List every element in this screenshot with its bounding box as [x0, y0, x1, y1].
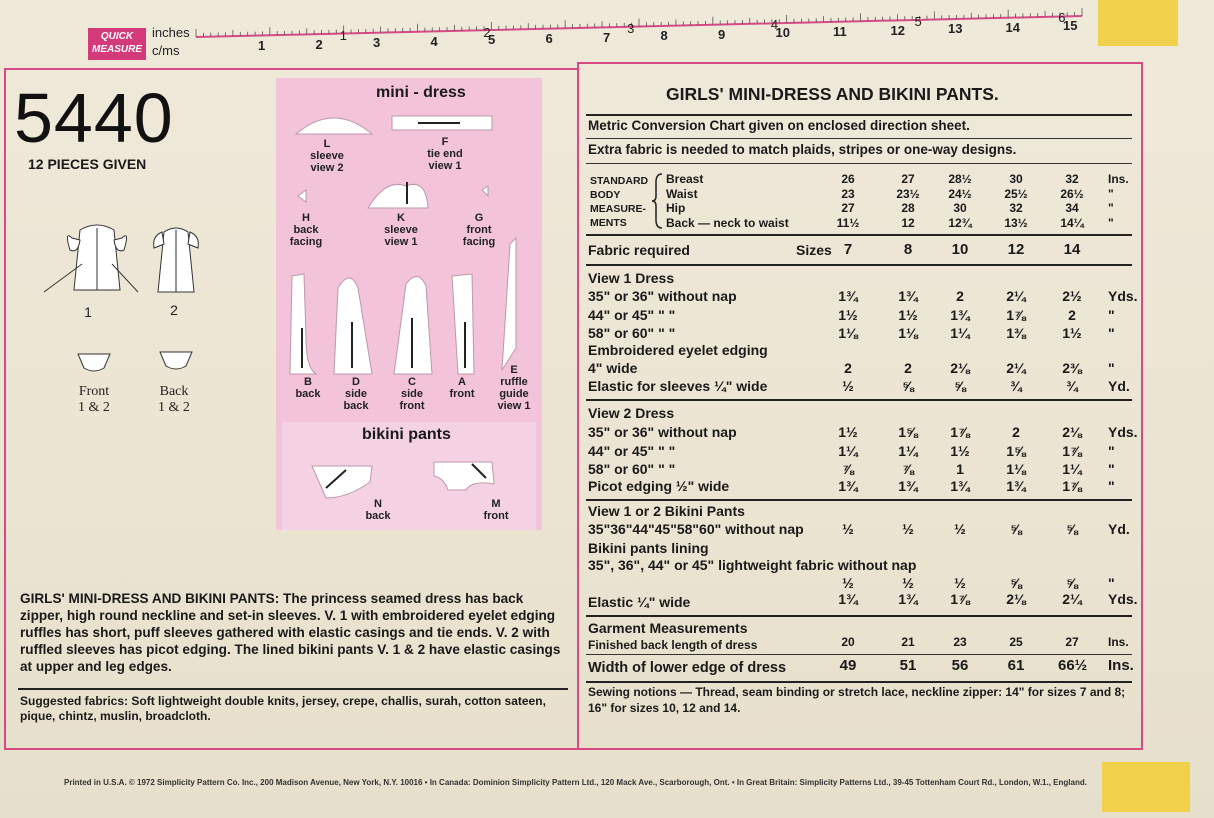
- unit-label: ": [1108, 215, 1114, 230]
- sewing-notions-text: — Thread, seam binding or stretch lace, neckline zipper: 14" for sizes 7 and 8; 16" for sizes 10, 12 and 14.: [588, 685, 1126, 715]
- size-value: 2¼: [1006, 360, 1026, 376]
- size-value: 34: [1065, 201, 1079, 215]
- unit-label: Yd.: [1108, 521, 1130, 537]
- pants-back-label: Back 1 & 2: [158, 384, 190, 415]
- ruler-cm-mark: 2: [315, 36, 323, 52]
- size-value: 1¾: [950, 306, 970, 323]
- unit-label: Yds.: [1108, 424, 1138, 440]
- ruler-inch-mark: 2: [483, 24, 491, 40]
- body-bracket: [652, 172, 664, 230]
- ruler-inch-mark: 1: [339, 28, 347, 44]
- size-value: 61: [1007, 657, 1025, 674]
- size-value: 1⅛: [1006, 461, 1026, 477]
- unit-label: Yds.: [1108, 591, 1138, 607]
- unit-label: Yds.: [1108, 288, 1138, 304]
- piece-M-label: M front: [483, 498, 509, 522]
- size-value: 1¼: [838, 442, 858, 459]
- size-value: 10: [951, 241, 969, 258]
- size-value: ⅝: [1066, 575, 1078, 591]
- size-value: ½: [902, 521, 914, 537]
- body-measure-label: Hip: [666, 201, 686, 215]
- unit-label: Yd.: [1108, 378, 1130, 394]
- unit-label: ": [1108, 461, 1115, 477]
- unit-label: ": [1108, 201, 1114, 215]
- fabrics-list: Soft lightweight double knits, jersey, crepe, challis, surah, cotton sateen, pique, chintz, muslin, broadcloth.: [20, 694, 546, 723]
- chart-rule: [586, 264, 1132, 266]
- fabric-width-label: 44" or 45" " ": [588, 306, 676, 323]
- size-value: 2⅛: [1062, 424, 1082, 440]
- ruler-unit-cm: c/ms: [152, 43, 180, 58]
- size-value: 1¾: [838, 591, 858, 607]
- fabric-width-label: 44" or 45" " ": [588, 442, 676, 459]
- lining-fabric-label: 35", 36", 44" or 45" lightweight fabric without nap: [588, 557, 917, 573]
- pants-front-label: Front 1 & 2: [78, 384, 110, 415]
- size-value: 30: [1009, 172, 1023, 186]
- ruler-inch-mark: 3: [627, 21, 635, 36]
- size-value: 1¼: [1062, 461, 1082, 477]
- eyelet-edging-title: Embroidered eyelet edging: [588, 342, 768, 358]
- chart-rule: [586, 681, 1132, 683]
- pants-back-sketch: [156, 348, 196, 374]
- size-value: 1½: [898, 306, 918, 323]
- body-measure-label: Back — neck to waist: [666, 215, 789, 230]
- bikini-pants-title: bikini pants: [362, 426, 451, 443]
- size-value: 2: [1012, 424, 1020, 440]
- pieces-given: 12 PIECES GIVEN: [28, 156, 147, 172]
- unit-label: ": [1108, 360, 1115, 376]
- piece-D-label: D side back: [343, 376, 369, 412]
- elastic-label: Elastic ¼" wide: [588, 594, 691, 610]
- size-value: 1½: [1062, 325, 1082, 341]
- ruler-cm-mark: 4: [430, 33, 438, 49]
- size-value: 1⅞: [950, 424, 970, 440]
- size-value: 1⅜: [1006, 325, 1026, 341]
- size-value: 23: [953, 635, 967, 649]
- unit-label: ": [1108, 478, 1115, 494]
- fabrics-lead: Suggested fabrics:: [20, 694, 129, 708]
- size-value: 12: [1007, 241, 1025, 258]
- eyelet-width-label: 4" wide: [588, 360, 638, 376]
- chart-title: GIRLS' MINI-DRESS AND BIKINI PANTS.: [666, 84, 999, 104]
- unit-label: Ins.: [1108, 172, 1129, 186]
- view2-dress-sketch: [146, 222, 206, 302]
- ruler-cm-mark: 9: [718, 26, 726, 42]
- piece-A-label: A front: [449, 376, 475, 400]
- size-value: 13½: [1004, 215, 1028, 230]
- unit-label: ": [1108, 325, 1115, 341]
- fabric-width-label: 35" or 36" without nap: [588, 288, 737, 304]
- suggested-fabrics: [20, 694, 566, 724]
- size-value: ⅝: [1066, 521, 1078, 537]
- piece-B-label: B back: [295, 376, 321, 400]
- size-value: ¾: [1066, 378, 1078, 394]
- size-value: ½: [842, 575, 854, 591]
- size-value: 1⅞: [950, 591, 970, 607]
- body-measure-label: Waist: [666, 186, 698, 201]
- ruler-cm-mark: 10: [775, 25, 790, 41]
- size-value: 14¼: [1060, 215, 1084, 230]
- piece-C-label: C side front: [399, 376, 425, 412]
- chart-rule: [586, 615, 1132, 617]
- piece-G-label: G front facing: [462, 212, 496, 248]
- quick-measure-badge: QUICK MEASURE: [88, 28, 146, 60]
- size-value: 7: [843, 241, 853, 258]
- size-value: 24½: [948, 186, 972, 201]
- size-value: 32: [1009, 201, 1023, 215]
- unit-label: Ins.: [1108, 635, 1129, 649]
- size-value: ⅝: [1010, 575, 1022, 591]
- metric-rule: [586, 138, 1132, 139]
- chart-rule: [586, 654, 1132, 655]
- chart-rule: [586, 499, 1132, 501]
- chart-rule: [586, 399, 1132, 401]
- ruler-inch-mark: 4: [770, 17, 779, 33]
- pants-front-sketch: [74, 350, 114, 376]
- size-value: ⅞: [902, 461, 914, 477]
- size-value: 23½: [896, 186, 920, 201]
- mini-dress-title: mini - dress: [376, 84, 466, 101]
- size-value: 1⅛: [898, 325, 918, 341]
- ruler-cm-mark: 12: [890, 22, 905, 38]
- size-value: ½: [954, 575, 966, 591]
- size-value: 1⅝: [1006, 442, 1026, 459]
- size-value: 12: [901, 215, 915, 230]
- size-value: 12¾: [948, 215, 972, 230]
- size-value: 1⅞: [1062, 442, 1082, 459]
- plaid-rule: [586, 163, 1132, 164]
- ruler-cm-mark: 13: [948, 21, 963, 37]
- ruler-cm-mark: 15: [1063, 18, 1078, 34]
- description-body: The princess seamed dress has back zipper, high round neckline and set-in sleeves. V. 1 with embroidered eyelet edging ruffles has short, puff sleeves gathered with elastic casings and tie ends. V. 2 with ruffled sleeves has picot edging. The lined bikini pants V. 1 & 2 have elastic casings at upper and leg edges.: [20, 591, 561, 674]
- unit-label: ": [1108, 442, 1115, 459]
- fabric-width-label: 58" or 60" " ": [588, 461, 676, 477]
- title-rule: [586, 114, 1132, 116]
- sizes-label: Sizes: [796, 242, 832, 258]
- size-value: 28½: [948, 172, 972, 186]
- size-value: ⅝: [954, 378, 966, 394]
- unit-label: ": [1108, 575, 1115, 591]
- sewing-notions-lead: Sewing notions: [588, 685, 677, 699]
- ruler-cm-mark: 8: [660, 28, 668, 44]
- size-value: 1¾: [898, 591, 918, 607]
- unit-label: ": [1108, 306, 1115, 323]
- size-value: 1¾: [898, 478, 918, 494]
- size-value: 11½: [836, 215, 860, 230]
- bikini-fabric-label: 35"36"44"45"58"60" without nap: [588, 521, 804, 537]
- size-value: 1¾: [898, 288, 918, 304]
- picot-edging-label: Picot edging ½" wide: [588, 478, 730, 494]
- ruler-cm-mark: 1: [258, 38, 266, 53]
- size-value: 27: [1065, 635, 1079, 649]
- unit-label: Ins.: [1108, 657, 1134, 674]
- garment-measurements-title: Garment Measurements: [588, 620, 748, 636]
- size-value: 1: [956, 461, 964, 477]
- size-value: 2¼: [1006, 288, 1026, 304]
- size-value: 51: [899, 657, 917, 674]
- finished-length-label: Finished back length of dress: [588, 638, 758, 652]
- size-value: 26½: [1060, 186, 1084, 201]
- standard-body-label: STANDARD BODY MEASURE- MENTS: [590, 175, 649, 229]
- size-value: 32: [1065, 172, 1079, 186]
- size-value: 8: [903, 241, 913, 258]
- lining-title: Bikini pants lining: [588, 540, 709, 556]
- size-value: 25½: [1004, 186, 1028, 201]
- tape-bottom-right: [1102, 762, 1190, 812]
- ruler-inch-mark: 6: [1058, 10, 1066, 25]
- size-value: 1¾: [1006, 478, 1026, 494]
- piece-K-label: K sleeve view 1: [384, 212, 418, 248]
- piece-H-label: H back facing: [289, 212, 323, 248]
- size-value: 2⅛: [950, 360, 970, 376]
- description-lead: GIRLS' MINI-DRESS AND BIKINI PANTS:: [20, 591, 280, 606]
- ruler-cm-mark: 14: [1005, 19, 1020, 35]
- piece-L-label: L sleeve view 2: [310, 138, 344, 174]
- size-value: ⅝: [1010, 521, 1022, 537]
- ruler-cm-mark: 5: [488, 32, 496, 48]
- size-value: 1⅛: [838, 325, 858, 341]
- size-value: 1¾: [838, 288, 858, 304]
- size-value: 20: [841, 635, 855, 649]
- sewing-notions: [588, 684, 1134, 716]
- size-value: 1½: [950, 442, 970, 459]
- size-value: 2: [904, 360, 912, 376]
- view1-dress-title: View 1 Dress: [588, 270, 675, 286]
- size-value: 30: [953, 201, 967, 215]
- size-value: 1⅞: [1006, 306, 1026, 323]
- view1-dress-sketch: [42, 220, 152, 300]
- size-value: 66½: [1058, 657, 1088, 674]
- fabric-required-label: Fabric required: [588, 242, 690, 258]
- size-value: 49: [839, 657, 857, 674]
- size-value: 2⅜: [1062, 360, 1082, 376]
- fabric-width-label: 58" or 60" " ": [588, 325, 676, 341]
- pattern-description: [20, 590, 566, 675]
- size-value: ½: [954, 521, 966, 537]
- pattern-number: 5440: [14, 79, 174, 157]
- ruler-cm-mark: 3: [373, 35, 381, 51]
- size-value: ½: [842, 378, 854, 394]
- view1-label: 1: [84, 304, 92, 320]
- size-value: ½: [842, 521, 854, 537]
- size-value: 1¾: [838, 478, 858, 494]
- plaid-note: Extra fabric is needed to match plaids, stripes or one-way designs.: [588, 142, 1017, 157]
- size-value: 1⅝: [898, 424, 918, 440]
- bikini-pants-title-row: View 1 or 2 Bikini Pants: [588, 503, 745, 519]
- size-value: ½: [902, 575, 914, 591]
- size-value: ⅞: [842, 461, 854, 477]
- size-value: 1¾: [950, 478, 970, 494]
- desc-divider: [18, 688, 568, 690]
- size-value: 2⅛: [1006, 591, 1026, 607]
- size-value: ¾: [1010, 378, 1022, 394]
- ruler-inch-mark: 5: [914, 13, 922, 29]
- elastic-sleeves-label: Elastic for sleeves ¼" wide: [588, 378, 768, 394]
- size-value: 1¼: [950, 325, 970, 341]
- size-value: 2: [844, 360, 852, 376]
- size-value: 14: [1063, 241, 1081, 258]
- metric-note: Metric Conversion Chart given on enclosed direction sheet.: [588, 118, 970, 133]
- size-value: 1¼: [898, 442, 918, 459]
- piece-N-label: N back: [365, 498, 391, 522]
- size-value: 27: [901, 172, 915, 186]
- view2-dress-title: View 2 Dress: [588, 405, 675, 421]
- body-measure-label: Breast: [666, 172, 704, 186]
- view2-label: 2: [170, 302, 178, 318]
- ruler-cm-mark: 6: [545, 31, 553, 46]
- size-value: 2½: [1062, 288, 1082, 304]
- size-value: 1½: [838, 424, 858, 440]
- chart-rule: [586, 234, 1132, 236]
- fabric-width-label: 35" or 36" without nap: [588, 424, 737, 440]
- ruler-cm-mark: 11: [833, 24, 847, 39]
- size-value: 25: [1009, 635, 1023, 649]
- size-value: 27: [841, 201, 855, 215]
- size-value: 26: [841, 172, 855, 186]
- size-value: 1½: [838, 306, 858, 323]
- size-value: 2: [956, 288, 964, 304]
- piece-F-label: F tie end view 1: [427, 136, 463, 172]
- size-value: 2: [1068, 306, 1076, 323]
- piece-E-label: E ruffle guide view 1: [497, 364, 531, 412]
- size-value: 1⅞: [1062, 478, 1082, 494]
- size-value: 2¼: [1062, 591, 1082, 607]
- ruler-unit-inches: inches: [152, 25, 190, 40]
- size-value: 23: [841, 186, 855, 201]
- unit-label: ": [1108, 186, 1114, 201]
- size-value: 21: [901, 635, 915, 649]
- width-lower-edge-label: Width of lower edge of dress: [588, 660, 787, 676]
- size-value: 28: [901, 201, 915, 215]
- copyright-footer: Printed in U.S.A. © 1972 Simplicity Pattern Co. Inc., 200 Madison Avenue, New York, N.Y. 10016 • In Canada: Dominion Simplicity Pattern Ltd., 120 Mack Ave., Scarborough, Ont. • In Great Britain: Simplicity Patterns Ltd., 39-45 Tottenham Court Rd., London, W.1., England.: [64, 778, 1087, 787]
- ruler-cm-mark: 7: [603, 29, 611, 45]
- size-value: 56: [951, 657, 969, 674]
- size-value: ⅝: [902, 378, 914, 394]
